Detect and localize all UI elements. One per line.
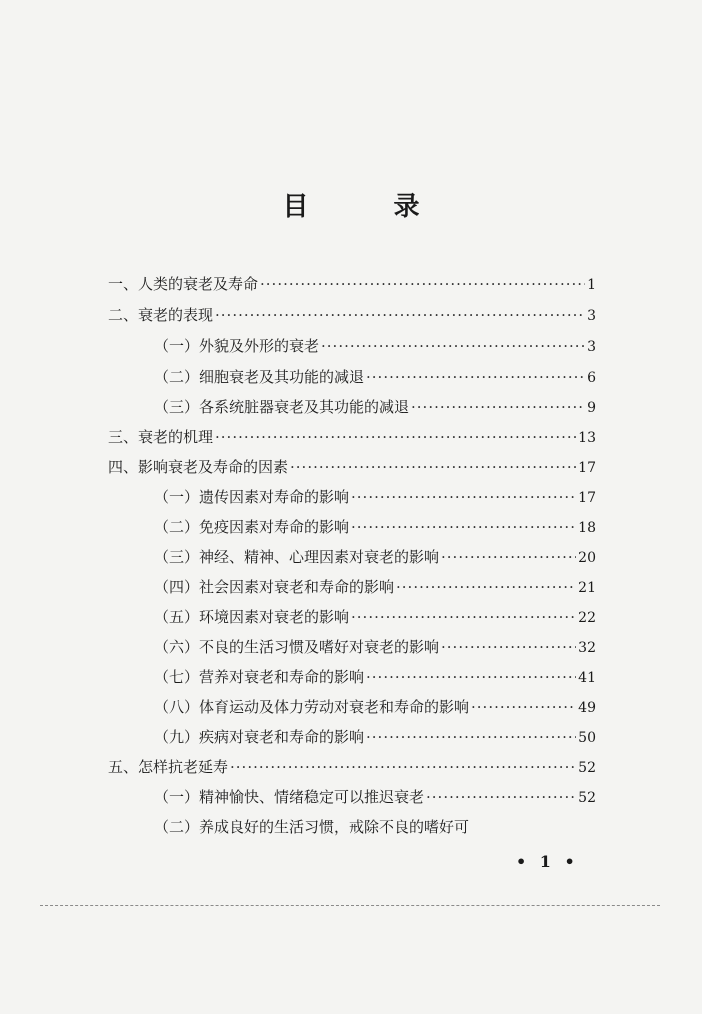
toc-entry: [108, 456, 596, 478]
toc-entry: [154, 366, 596, 388]
toc-entry: [154, 546, 596, 568]
toc-entry: [154, 816, 596, 838]
toc-entry-page: 49: [578, 700, 596, 716]
toc-entry-label: （一）外貌及外形的衰老: [154, 337, 320, 355]
leader-dots: [215, 426, 576, 448]
page-number: • 1 •: [516, 852, 579, 871]
toc-entry-label: （二）养成良好的生活习惯，戒除不良的嗜好可: [154, 818, 470, 836]
toc-entry-label: （三）神经、精神、心理因素对衰老的影响: [154, 548, 440, 566]
toc-entry-label: （七）营养对衰老和寿命的影响: [154, 668, 365, 686]
leader-dots: [351, 486, 576, 508]
toc-entry: [154, 666, 596, 688]
toc-entry-label: （八）体育运动及体力劳动对衰老和寿命的影响: [154, 698, 470, 716]
toc-entry-page: 3: [587, 308, 596, 324]
toc-entry-page: 41: [578, 670, 596, 686]
leader-dots: [366, 726, 576, 748]
toc-entry: [154, 396, 596, 418]
toc-entry: [154, 696, 596, 718]
leader-dots: [366, 666, 576, 688]
toc-entry: [154, 786, 596, 808]
toc-entry-page: 13: [578, 430, 596, 446]
toc-entry: [154, 576, 596, 598]
toc-entry-page: 22: [578, 610, 596, 626]
toc-entry: [108, 304, 596, 326]
toc-entry: [108, 273, 596, 295]
toc-entry-page: 6: [587, 370, 596, 386]
page-edge-divider: [40, 905, 660, 906]
toc-entry: [154, 486, 596, 508]
toc-entry-label: （六）不良的生活习惯及嗜好对衰老的影响: [154, 638, 440, 656]
leader-dots: [441, 546, 576, 568]
leader-dots: [351, 516, 576, 538]
toc-entry-label: （五）环境因素对衰老的影响: [154, 608, 350, 626]
toc-entry: [154, 606, 596, 628]
toc-entry-label: 二、衰老的表现: [108, 306, 214, 324]
leader-dots: [396, 576, 576, 598]
leader-dots: [351, 606, 576, 628]
toc-entry-label: 一、人类的衰老及寿命: [108, 275, 259, 293]
toc-entry-label: 五、怎样抗老延寿: [108, 758, 229, 776]
toc-entry-label: （九）疾病对衰老和寿命的影响: [154, 728, 365, 746]
toc-entry-label: （二）免疫因素对寿命的影响: [154, 518, 350, 536]
toc-entry: [108, 426, 596, 448]
toc-entry-label: 四、影响衰老及寿命的因素: [108, 458, 289, 476]
leader-dots: [366, 366, 585, 388]
toc-entry-page: 18: [578, 520, 596, 536]
toc-entry-label: （四）社会因素对衰老和寿命的影响: [154, 578, 395, 596]
toc-entry: [108, 756, 596, 778]
toc-entry-label: 三、衰老的机理: [108, 428, 214, 446]
toc-entry: [154, 516, 596, 538]
toc-entry-page: 1: [587, 277, 596, 293]
page-title: 目 录: [282, 192, 458, 222]
leader-dots: [260, 273, 585, 295]
leader-dots: [230, 756, 576, 778]
toc-entry-label: （一）精神愉快、情绪稳定可以推迟衰老: [154, 788, 425, 806]
toc-entry: [154, 726, 596, 748]
toc-entry-page: 32: [578, 640, 596, 656]
toc-entry-label: （一）遗传因素对寿命的影响: [154, 488, 350, 506]
toc-entry-page: 21: [578, 580, 596, 596]
toc-entry: [154, 335, 596, 357]
leader-dots: [321, 335, 585, 357]
toc-entry-page: 52: [578, 790, 596, 806]
toc-entry-page: 3: [587, 339, 596, 355]
toc-entry-label: （三）各系统脏器衰老及其功能的减退: [154, 398, 410, 416]
toc-entry-page: 52: [578, 760, 596, 776]
toc-entry-page: 17: [578, 490, 596, 506]
leader-dots: [471, 696, 576, 718]
leader-dots: [290, 456, 576, 478]
toc-entry: [154, 636, 596, 658]
toc-entry-page: 20: [578, 550, 596, 566]
leader-dots: [411, 396, 585, 418]
toc-entry-label: （二）细胞衰老及其功能的减退: [154, 368, 365, 386]
leader-dots: [441, 636, 576, 658]
toc-entry-page: 50: [578, 730, 596, 746]
toc-entry-page: 17: [578, 460, 596, 476]
toc-entry-page: 9: [587, 400, 596, 416]
leader-dots: [426, 786, 576, 808]
leader-dots: [215, 304, 585, 326]
